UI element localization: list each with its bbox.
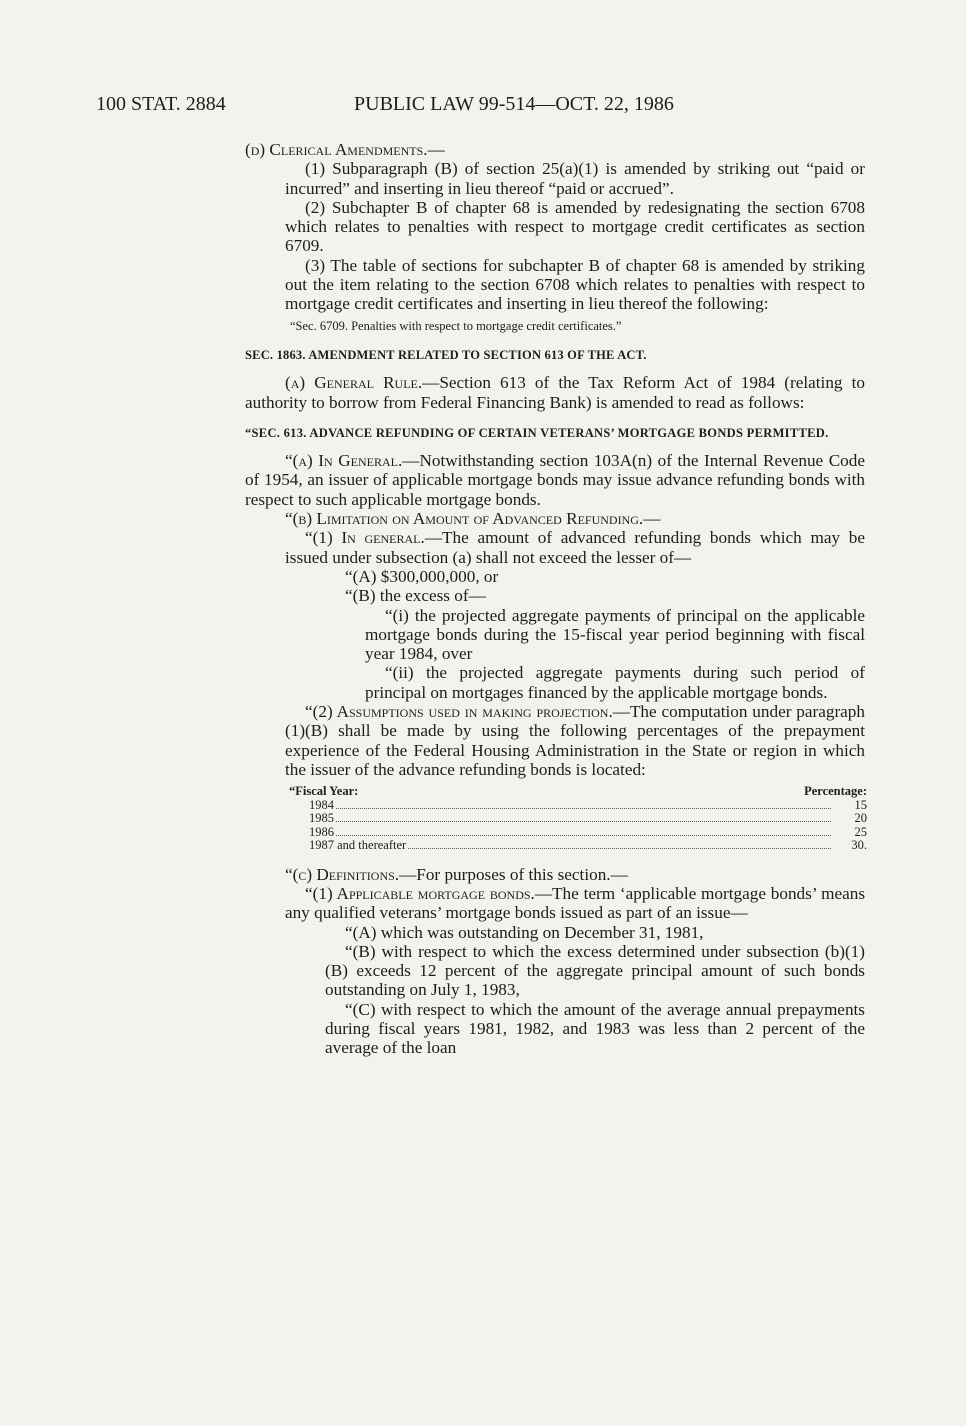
section-613-b2: [245, 702, 865, 779]
row-year: 1986: [309, 824, 334, 839]
section-613-c1-label: “(1) Applicable mortgage bonds.: [305, 884, 535, 903]
section-613-heading: “SEC. 613. ADVANCE REFUNDING OF CERTAIN VETERANS’ MORTGAGE BONDS PERMITTED.: [245, 425, 829, 440]
table-row: [289, 799, 867, 813]
col-fiscal-year: “Fiscal Year:: [289, 784, 359, 799]
section-613-bii: “(ii) the projected aggregate payments during such period of principal on mortgages financed by the applicable mortgage bonds.: [365, 663, 865, 702]
section-613-b1-label: “(1) In general.: [305, 528, 425, 548]
page-body: [245, 140, 865, 1058]
law-title: PUBLIC LAW 99-514—OCT. 22, 1986: [354, 93, 674, 115]
row-year: 1987 and thereafter: [309, 838, 407, 853]
section-613-cB: “(B) with respect to which the excess determined under subsection (b)(1)(B) exceeds 12 percent of the aggregate principal amount of such bonds outstanding on July 1, 1983,: [325, 941, 865, 1000]
leader-dots: [336, 821, 831, 822]
section-613-c1-text: —The term ‘applicable mortgage bonds’ means any qualified veterans’ mortgage bonds issued as part of an issue—: [285, 884, 866, 923]
col-percentage: Percentage:: [804, 784, 867, 799]
section-613-c-text: —For purposes of this section.—: [399, 864, 628, 884]
clerical-heading: (d) Clerical Amendments.—: [245, 140, 445, 159]
section-613-c1: [245, 884, 865, 923]
section-1863-a: [245, 373, 865, 412]
clerical-para-2: (2) Subchapter B of chapter 68 is amended by redesignating the section 6708 which relates to penalties with respect to mortgage credit certificates as section 6709.: [285, 197, 865, 256]
section-613-a-text: —Notwithstanding section 103A(n) of the Internal Revenue Code of 1954, an issuer of applicable mortgage bonds may issue advance refunding bonds with respect to such applicable mortgage bonds.: [245, 451, 866, 509]
leader-dots: [408, 848, 831, 849]
section-613-a: [245, 451, 865, 509]
table-row: [289, 839, 867, 853]
section-1863-a-label: (a) General Rule.: [285, 373, 423, 393]
section-613-cA: “(A) which was outstanding on December 31, 1981,: [345, 922, 704, 942]
section-613-bB: “(B) the excess of—: [345, 586, 486, 606]
table-header: [289, 785, 867, 799]
section-613-b2-text: —The computation under paragraph (1)(B) shall be made by using the following percentages of the prepayment experience of the Federal Housing Administration in the State or region in which the issuer of the advance refunding bonds is located:: [285, 702, 865, 779]
stat-citation: 100 STAT. 2884: [96, 93, 226, 115]
leader-dots: [336, 835, 831, 836]
section-613-cC: “(C) with respect to which the amount of the average annual prepayments during fiscal years 1981, 1982, and 1983 was less than 2 percent of the average of the loan: [325, 999, 865, 1058]
section-613-b1-text: —The amount of advanced refunding bonds which may be issued under subsection (a) shall not exceed the lesser of—: [285, 528, 865, 567]
page-header: [96, 93, 736, 119]
clerical-para-1: (1) Subparagraph (B) of section 25(a)(1) is amended by striking out “paid or incurred” and inserting in lieu thereof “paid or accrued”.: [285, 159, 865, 198]
row-year: 1985: [309, 811, 334, 826]
table-item: “Sec. 6709. Penalties with respect to mortgage credit certificates.”: [290, 318, 622, 333]
row-year: 1984: [309, 797, 334, 812]
section-613-bi: “(i) the projected aggregate payments of principal on the applicable mortgage bonds during the 15-fiscal year period beginning with fiscal year 1984, over: [365, 605, 865, 664]
percentage-table: [289, 785, 867, 853]
row-percentage: 25: [854, 824, 867, 839]
section-1863-a-text: —Section 613 of the Tax Reform Act of 1984 (relating to authority to borrow from Federal Financing Bank) is amended to read as follows:: [245, 373, 865, 412]
section-613-bA: “(A) $300,000,000, or: [345, 566, 499, 586]
section-613-c: [245, 865, 865, 884]
section-1863-heading: SEC. 1863. AMENDMENT RELATED TO SECTION 613 OF THE ACT.: [245, 347, 647, 362]
section-613-b2-label: “(2) Assumptions used in making projection.: [305, 702, 613, 722]
section-613-b-heading: “(b) Limitation on Amount of Advanced Refunding.—: [285, 509, 661, 529]
clerical-para-3: (3) The table of sections for subchapter B of chapter 68 is amended by striking out the item relating to the section 6708 which relates to penalties with respect to mortgage credit certificates and inserting in lieu thereof the following:: [285, 255, 865, 314]
table-row: [289, 812, 867, 826]
row-percentage: 20: [854, 811, 867, 826]
section-613-b1: [245, 528, 865, 567]
table-row: [289, 826, 867, 840]
section-613-a-label: “(a) In General.: [285, 451, 403, 471]
row-percentage: 30.: [851, 838, 867, 853]
leader-dots: [336, 808, 831, 809]
section-613-c-label: “(c) Definitions.: [285, 864, 400, 884]
row-percentage: 15: [854, 797, 867, 812]
